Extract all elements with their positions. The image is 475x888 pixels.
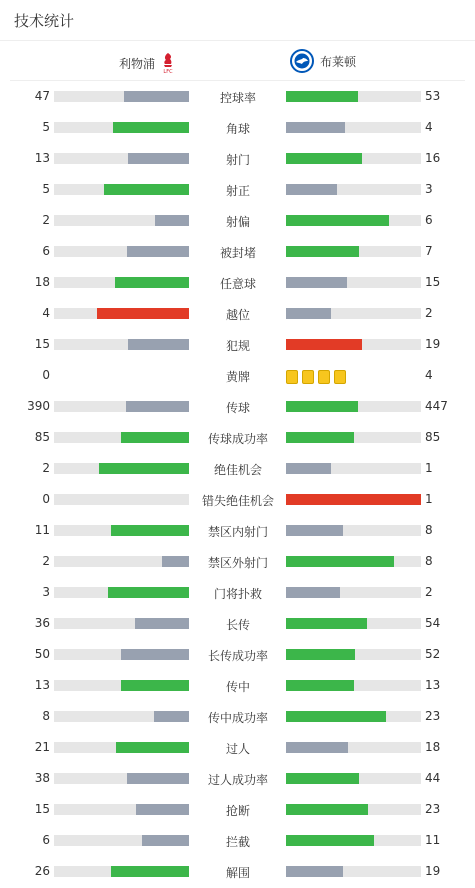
home-value: 390 — [27, 399, 50, 413]
away-value: 19 — [425, 864, 441, 878]
home-logo-text: LFC — [163, 69, 173, 74]
stat-label: 控球率 — [219, 91, 256, 105]
home-bar-track — [54, 866, 189, 877]
home-value: 21 — [34, 740, 50, 754]
away-value: 52 — [425, 647, 441, 661]
home-bar-fill — [124, 91, 189, 102]
home-value: 2 — [42, 213, 50, 227]
home-value: 2 — [42, 554, 50, 568]
stat-row — [0, 236, 475, 267]
away-value: 16 — [425, 151, 441, 165]
away-value: 18 — [425, 740, 441, 754]
away-value: 4 — [425, 120, 433, 134]
stat-label: 传中成功率 — [207, 711, 268, 725]
home-value: 11 — [34, 523, 50, 537]
home-bar-track — [54, 153, 189, 164]
away-bar-track — [286, 649, 421, 660]
stat-row — [0, 329, 475, 360]
home-bar-track — [54, 401, 189, 412]
away-value: 13 — [425, 678, 441, 692]
stat-label: 射正 — [225, 184, 250, 198]
yellow-card-icon — [318, 370, 330, 384]
home-bar-track — [54, 91, 189, 102]
stat-row — [0, 794, 475, 825]
away-bar-track — [286, 525, 421, 536]
home-bar-track — [54, 711, 189, 722]
away-bar-track — [286, 866, 421, 877]
stat-row — [0, 205, 475, 236]
away-value: 8 — [425, 554, 433, 568]
away-value: 15 — [425, 275, 441, 289]
home-value: 6 — [42, 833, 50, 847]
brighton-crest-icon — [290, 49, 314, 73]
title-divider — [0, 40, 475, 41]
away-bar-track — [286, 153, 421, 164]
home-bar-track — [54, 463, 189, 474]
away-bar-fill — [286, 835, 374, 846]
home-value: 15 — [34, 337, 50, 351]
home-value: 50 — [34, 647, 50, 661]
stat-row — [0, 763, 475, 794]
home-bar-fill — [121, 649, 189, 660]
away-bar-track — [286, 494, 421, 505]
away-bar-fill — [286, 463, 331, 474]
away-bar-fill — [286, 277, 347, 288]
away-bar-fill — [286, 215, 389, 226]
away-value: 3 — [425, 182, 433, 196]
stat-label: 过人 — [225, 742, 250, 756]
home-value: 47 — [34, 89, 50, 103]
away-bar-fill — [286, 246, 359, 257]
away-bar-track — [286, 122, 421, 133]
away-bar-fill — [286, 773, 359, 784]
away-bar-fill — [286, 401, 358, 412]
away-value: 44 — [425, 771, 441, 785]
away-bar-track — [286, 556, 421, 567]
home-bar-track — [54, 680, 189, 691]
away-bar-fill — [286, 556, 394, 567]
away-bar-track — [286, 587, 421, 598]
stat-label: 解围 — [225, 866, 250, 880]
stat-label: 绝佳机会 — [213, 463, 262, 477]
away-bar-fill — [286, 122, 345, 133]
stat-label: 射偏 — [225, 215, 250, 229]
away-value: 85 — [425, 430, 441, 444]
home-bar-fill — [97, 308, 189, 319]
away-bar-fill — [286, 711, 386, 722]
away-bar-track — [286, 711, 421, 722]
stat-label: 任意球 — [219, 277, 256, 291]
stat-row — [0, 639, 475, 670]
away-bar-fill — [286, 618, 367, 629]
away-bar-fill — [286, 494, 421, 505]
away-bar-fill — [286, 866, 343, 877]
home-bar-fill — [126, 401, 189, 412]
home-value: 2 — [42, 461, 50, 475]
away-bar-fill — [286, 804, 368, 815]
home-value: 0 — [42, 368, 50, 382]
home-bar-track — [54, 804, 189, 815]
away-bar-fill — [286, 680, 354, 691]
yellow-card-icon — [334, 370, 346, 384]
away-bar-fill — [286, 339, 362, 350]
home-bar-track — [54, 184, 189, 195]
away-value: 23 — [425, 802, 441, 816]
home-value: 6 — [42, 244, 50, 258]
away-bar-fill — [286, 587, 340, 598]
stat-row — [0, 422, 475, 453]
away-bar-fill — [286, 91, 358, 102]
stat-row — [0, 670, 475, 701]
home-bar-track — [54, 432, 189, 443]
stat-label: 禁区内射门 — [207, 525, 268, 539]
stat-row — [0, 81, 475, 112]
away-bar-track — [286, 246, 421, 257]
away-bar-track — [286, 742, 421, 753]
stat-row — [0, 825, 475, 856]
away-value: 19 — [425, 337, 441, 351]
away-bar-fill — [286, 525, 343, 536]
stats-list — [0, 81, 475, 887]
stat-row — [0, 453, 475, 484]
away-bar-fill — [286, 153, 362, 164]
stat-label: 门将扑救 — [213, 587, 262, 601]
home-bar-track — [54, 122, 189, 133]
stat-label: 错失绝佳机会 — [201, 494, 274, 508]
away-bar-track — [286, 463, 421, 474]
home-bar-fill — [128, 153, 189, 164]
home-bar-track — [54, 308, 189, 319]
stat-row — [0, 484, 475, 515]
away-bar-fill — [286, 308, 331, 319]
stat-row — [0, 515, 475, 546]
away-team-name: 布莱顿 — [320, 54, 357, 69]
home-bar-fill — [99, 463, 189, 474]
home-bar-track — [54, 773, 189, 784]
away-value: 6 — [425, 213, 433, 227]
stat-label: 长传成功率 — [207, 649, 268, 663]
away-bar-track — [286, 308, 421, 319]
stat-row — [0, 608, 475, 639]
away-bar-track — [286, 91, 421, 102]
home-bar-track — [54, 525, 189, 536]
away-value: 7 — [425, 244, 433, 258]
away-value: 2 — [425, 306, 433, 320]
home-value: 15 — [34, 802, 50, 816]
stat-label: 拦截 — [225, 835, 250, 849]
home-bar-fill — [121, 680, 189, 691]
home-bar-track — [54, 742, 189, 753]
stat-label: 抢断 — [225, 804, 250, 818]
away-yellow-cards — [286, 370, 346, 384]
stat-row — [0, 577, 475, 608]
stat-label: 黄牌 — [225, 370, 250, 384]
home-bar-fill — [127, 246, 189, 257]
stat-row — [0, 267, 475, 298]
away-value: 447 — [425, 399, 448, 413]
home-bar-fill — [154, 711, 189, 722]
home-bar-track — [54, 339, 189, 350]
stat-row — [0, 112, 475, 143]
away-bar-track — [286, 339, 421, 350]
stat-row — [0, 701, 475, 732]
away-bar-track — [286, 680, 421, 691]
stat-row — [0, 856, 475, 887]
away-bar-track — [286, 773, 421, 784]
stat-row — [0, 391, 475, 422]
home-value: 36 — [34, 616, 50, 630]
home-bar-fill — [162, 556, 189, 567]
home-bar-fill — [113, 122, 189, 133]
stat-label: 越位 — [225, 308, 250, 322]
away-value: 23 — [425, 709, 441, 723]
home-bar-fill — [111, 866, 189, 877]
home-bar-fill — [127, 773, 189, 784]
away-value: 8 — [425, 523, 433, 537]
home-bar-fill — [115, 277, 189, 288]
away-bar-track — [286, 804, 421, 815]
stat-label: 被封堵 — [219, 246, 256, 260]
home-bar-fill — [155, 215, 189, 226]
stat-row — [0, 298, 475, 329]
stat-label: 传球 — [225, 401, 250, 415]
home-bar-fill — [128, 339, 189, 350]
home-value: 13 — [34, 151, 50, 165]
yellow-card-icon — [286, 370, 298, 384]
away-value: 54 — [425, 616, 441, 630]
stat-row — [0, 143, 475, 174]
home-value: 3 — [42, 585, 50, 599]
home-bar-track — [54, 649, 189, 660]
home-value: 38 — [34, 771, 50, 785]
home-bar-track — [54, 835, 189, 846]
away-value: 11 — [425, 833, 441, 847]
home-bar-track — [54, 587, 189, 598]
stat-row — [0, 174, 475, 205]
away-bar-fill — [286, 649, 355, 660]
home-bar-fill — [142, 835, 189, 846]
home-bar-fill — [111, 525, 189, 536]
home-bar-fill — [104, 184, 189, 195]
stat-label: 过人成功率 — [207, 773, 268, 787]
home-value: 18 — [34, 275, 50, 289]
away-value: 4 — [425, 368, 433, 382]
home-value: 85 — [34, 430, 50, 444]
away-bar-track — [286, 277, 421, 288]
away-bar-track — [286, 184, 421, 195]
home-value: 0 — [42, 492, 50, 506]
away-value: 53 — [425, 89, 441, 103]
away-value: 2 — [425, 585, 433, 599]
home-team-name: 利物浦 — [118, 56, 155, 71]
home-bar-fill — [121, 432, 189, 443]
away-bar-track — [286, 401, 421, 412]
away-value: 1 — [425, 461, 433, 475]
home-value: 26 — [34, 864, 50, 878]
home-value: 13 — [34, 678, 50, 692]
home-bar-fill — [116, 742, 189, 753]
home-value: 5 — [42, 182, 50, 196]
home-bar-fill — [136, 804, 189, 815]
stat-label: 长传 — [225, 618, 250, 632]
home-bar-track — [54, 494, 189, 505]
stat-label: 传球成功率 — [207, 432, 268, 446]
home-bar-fill — [135, 618, 189, 629]
stat-label: 传中 — [225, 680, 250, 694]
home-value: 4 — [42, 306, 50, 320]
stat-label: 禁区外射门 — [207, 556, 268, 570]
teams-header — [10, 42, 465, 81]
home-bar-track — [54, 556, 189, 567]
away-team — [290, 49, 356, 73]
section-title: 技术统计 — [14, 12, 75, 30]
home-bar-track — [54, 618, 189, 629]
stat-row — [0, 360, 475, 391]
away-bar-fill — [286, 742, 348, 753]
liverpool-crest-icon — [161, 52, 175, 74]
away-bar-track — [286, 618, 421, 629]
home-bar-track — [54, 246, 189, 257]
stat-row — [0, 546, 475, 577]
away-bar-fill — [286, 184, 337, 195]
away-bar-track — [286, 215, 421, 226]
away-bar-track — [286, 835, 421, 846]
home-bar-track — [54, 277, 189, 288]
home-bar-track — [54, 215, 189, 226]
away-value: 1 — [425, 492, 433, 506]
stat-label: 角球 — [225, 122, 250, 136]
stat-row — [0, 732, 475, 763]
stat-label: 射门 — [225, 153, 250, 167]
yellow-card-icon — [302, 370, 314, 384]
away-bar-fill — [286, 432, 354, 443]
home-bar-fill — [108, 587, 189, 598]
home-team — [119, 52, 175, 74]
home-value: 8 — [42, 709, 50, 723]
away-bar-track — [286, 432, 421, 443]
home-value: 5 — [42, 120, 50, 134]
stat-label: 犯规 — [225, 339, 250, 353]
